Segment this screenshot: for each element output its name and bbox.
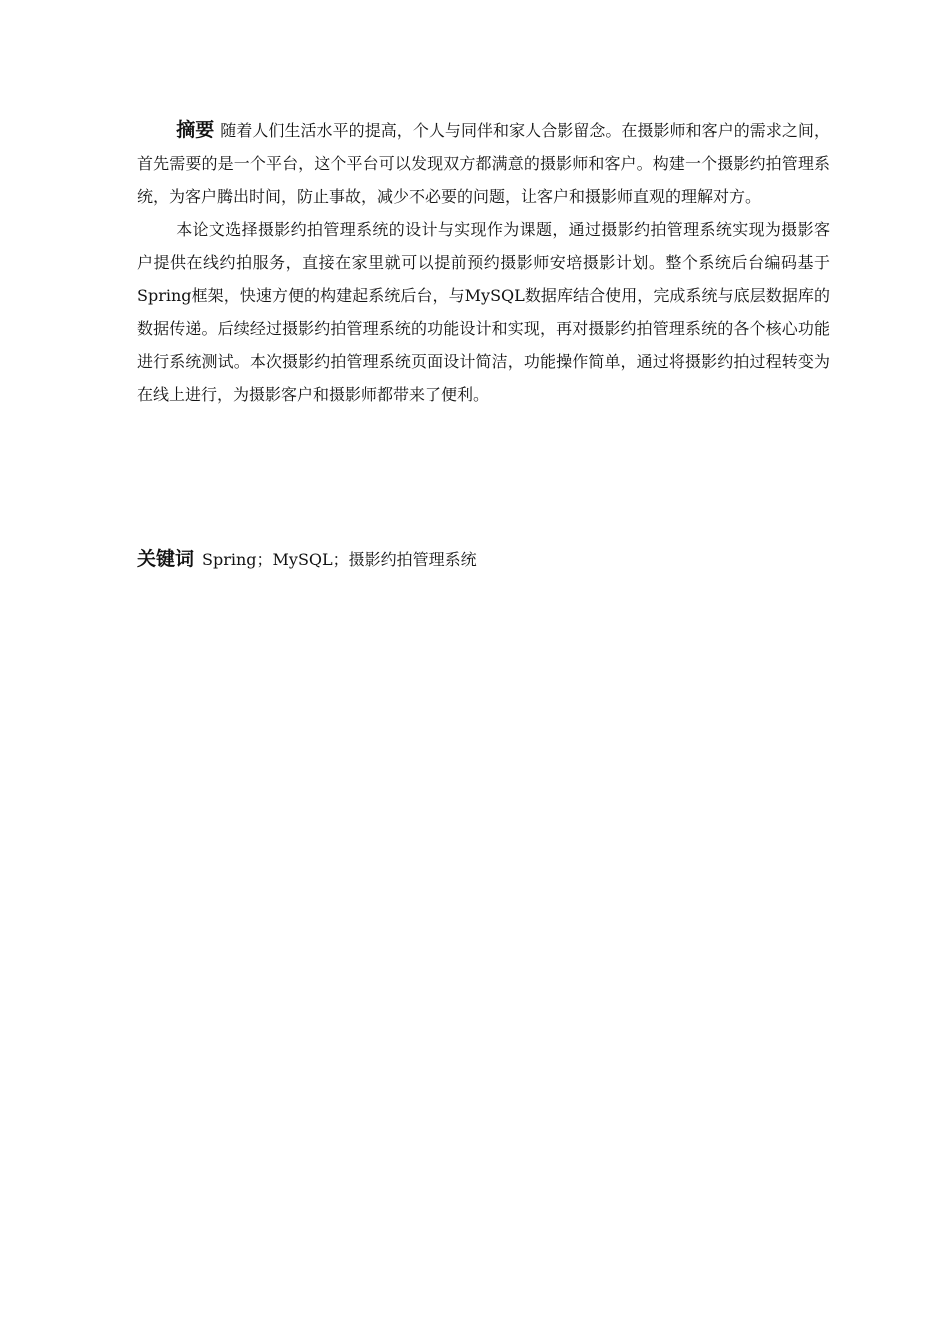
keywords-section <box>137 543 830 576</box>
keywords-text: Spring；MySQL；摄影约拍管理系统 <box>202 550 477 569</box>
abstract-paragraph-1-text: 随着人们生活水平的提高，个人与同伴和家人合影留念。在摄影师和客户的需求之间，首先需要的是一个平台，这个平台可以发现双方都满意的摄影师和客户。构建一个摄影约拍管理系统，为客户腾出时间，防止事故，减少不必要的问题，让客户和摄影师直观的理解对方。 <box>137 121 830 206</box>
keywords-heading: 关键词 <box>137 548 195 570</box>
abstract-heading: 摘要 <box>176 119 215 141</box>
abstract-section <box>137 114 830 411</box>
abstract-paragraph-2: 本论文选择摄影约拍管理系统的设计与实现作为课题，通过摄影约拍管理系统实现为摄影客户提供在线约拍服务，直接在家里就可以提前预约摄影师安培摄影计划。整个系统后台编码基于Spring框架，快速方便的构建起系统后台，与MySQL数据库结合使用，完成系统与底层数据库的数据传递。后续经过摄影约拍管理系统的功能设计和实现，再对摄影约拍管理系统的各个核心功能进行系统测试。本次摄影约拍管理系统页面设计简洁，功能操作简单，通过将摄影约拍过程转变为在线上进行，为摄影客户和摄影师都带来了便利。 <box>137 220 830 404</box>
abstract-paragraph-1 <box>137 114 830 213</box>
